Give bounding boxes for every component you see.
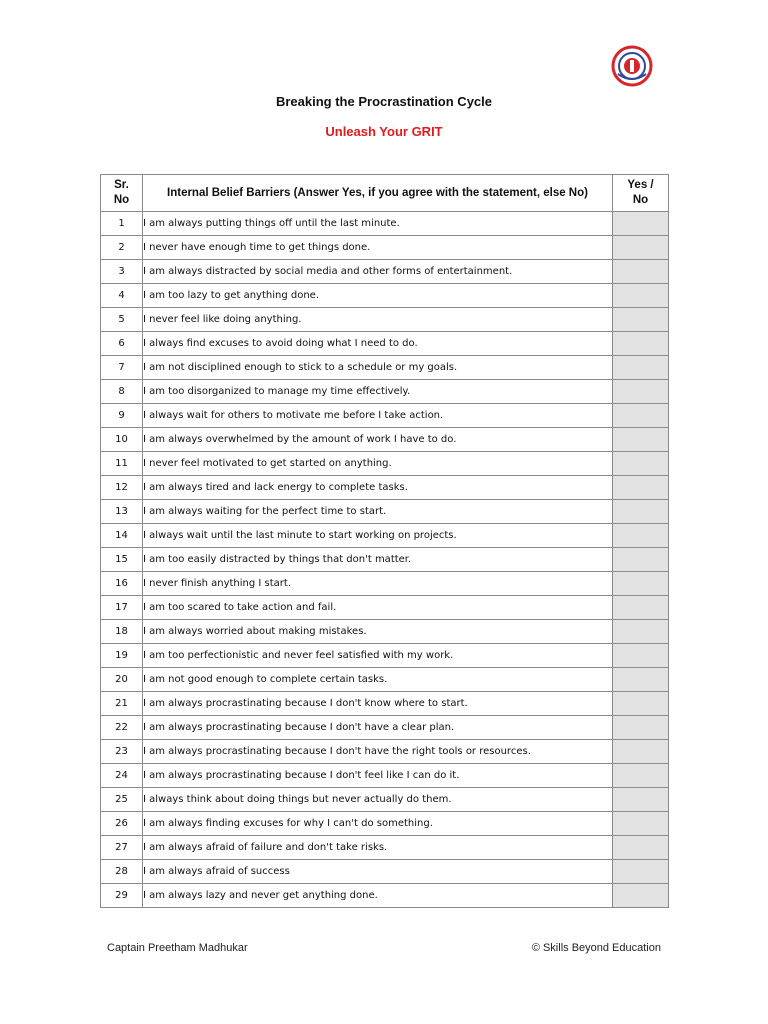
table-row xyxy=(101,788,669,812)
answer-cell[interactable] xyxy=(613,596,669,620)
row-statement: I am always distracted by social media and other forms of entertainment. xyxy=(143,260,613,284)
table-row xyxy=(101,644,669,668)
row-statement: I am too scared to take action and fail. xyxy=(143,596,613,620)
answer-cell[interactable] xyxy=(613,236,669,260)
row-number: 25 xyxy=(101,788,143,812)
table-row xyxy=(101,236,669,260)
row-number: 20 xyxy=(101,668,143,692)
answer-cell[interactable] xyxy=(613,884,669,908)
table-row xyxy=(101,452,669,476)
answer-cell[interactable] xyxy=(613,572,669,596)
answer-cell[interactable] xyxy=(613,548,669,572)
header-statement: Internal Belief Barriers (Answer Yes, if you agree with the statement, else No) xyxy=(143,175,613,212)
table-row xyxy=(101,884,669,908)
answer-cell[interactable] xyxy=(613,380,669,404)
table-row xyxy=(101,764,669,788)
row-statement: I am always putting things off until the last minute. xyxy=(143,212,613,236)
row-statement: I always wait until the last minute to start working on projects. xyxy=(143,524,613,548)
row-statement: I am not disciplined enough to stick to a schedule or my goals. xyxy=(143,356,613,380)
row-statement: I always wait for others to motivate me before I take action. xyxy=(143,404,613,428)
row-number: 9 xyxy=(101,404,143,428)
answer-cell[interactable] xyxy=(613,788,669,812)
row-number: 6 xyxy=(101,332,143,356)
circular-seal-logo-icon xyxy=(610,44,654,88)
row-statement: I am always lazy and never get anything done. xyxy=(143,884,613,908)
row-number: 7 xyxy=(101,356,143,380)
answer-cell[interactable] xyxy=(613,476,669,500)
row-number: 11 xyxy=(101,452,143,476)
answer-cell[interactable] xyxy=(613,452,669,476)
row-number: 16 xyxy=(101,572,143,596)
row-number: 13 xyxy=(101,500,143,524)
belief-barriers-table xyxy=(100,174,669,908)
row-number: 21 xyxy=(101,692,143,716)
row-number: 2 xyxy=(101,236,143,260)
table-row xyxy=(101,548,669,572)
table-row xyxy=(101,380,669,404)
row-number: 19 xyxy=(101,644,143,668)
table-row xyxy=(101,356,669,380)
row-statement: I am always procrastinating because I don't have the right tools or resources. xyxy=(143,740,613,764)
row-number: 27 xyxy=(101,836,143,860)
row-statement: I never feel motivated to get started on anything. xyxy=(143,452,613,476)
row-statement: I am always tired and lack energy to complete tasks. xyxy=(143,476,613,500)
answer-cell[interactable] xyxy=(613,716,669,740)
row-statement: I am always procrastinating because I don't feel like I can do it. xyxy=(143,764,613,788)
answer-cell[interactable] xyxy=(613,524,669,548)
answer-cell[interactable] xyxy=(613,812,669,836)
answer-cell[interactable] xyxy=(613,860,669,884)
row-statement: I am always afraid of failure and don't take risks. xyxy=(143,836,613,860)
table-row xyxy=(101,260,669,284)
table-row xyxy=(101,668,669,692)
row-statement: I never feel like doing anything. xyxy=(143,308,613,332)
row-statement: I am always afraid of success xyxy=(143,860,613,884)
table-row xyxy=(101,716,669,740)
table-row xyxy=(101,836,669,860)
row-statement: I never finish anything I start. xyxy=(143,572,613,596)
table-row xyxy=(101,596,669,620)
row-number: 18 xyxy=(101,620,143,644)
answer-cell[interactable] xyxy=(613,332,669,356)
table-row xyxy=(101,620,669,644)
row-number: 1 xyxy=(101,212,143,236)
row-number: 28 xyxy=(101,860,143,884)
footer-author: Captain Preetham Madhukar xyxy=(107,942,248,954)
table-row xyxy=(101,500,669,524)
row-number: 5 xyxy=(101,308,143,332)
answer-cell[interactable] xyxy=(613,428,669,452)
row-statement: I am too lazy to get anything done. xyxy=(143,284,613,308)
row-number: 29 xyxy=(101,884,143,908)
row-number: 23 xyxy=(101,740,143,764)
row-number: 14 xyxy=(101,524,143,548)
answer-cell[interactable] xyxy=(613,764,669,788)
table-row xyxy=(101,740,669,764)
row-number: 17 xyxy=(101,596,143,620)
table-row xyxy=(101,860,669,884)
row-statement: I am too disorganized to manage my time effectively. xyxy=(143,380,613,404)
table-row xyxy=(101,212,669,236)
row-statement: I always think about doing things but never actually do them. xyxy=(143,788,613,812)
row-number: 24 xyxy=(101,764,143,788)
table-row xyxy=(101,404,669,428)
table-header-row xyxy=(101,175,669,212)
row-number: 3 xyxy=(101,260,143,284)
answer-cell[interactable] xyxy=(613,740,669,764)
answer-cell[interactable] xyxy=(613,308,669,332)
row-number: 22 xyxy=(101,716,143,740)
row-statement: I am always procrastinating because I don't know where to start. xyxy=(143,692,613,716)
row-number: 10 xyxy=(101,428,143,452)
row-statement: I am always procrastinating because I don't have a clear plan. xyxy=(143,716,613,740)
answer-cell[interactable] xyxy=(613,668,669,692)
answer-cell[interactable] xyxy=(613,620,669,644)
answer-cell[interactable] xyxy=(613,500,669,524)
answer-cell[interactable] xyxy=(613,836,669,860)
row-statement: I am too easily distracted by things that don't matter. xyxy=(143,548,613,572)
answer-cell[interactable] xyxy=(613,260,669,284)
row-statement: I am too perfectionistic and never feel satisfied with my work. xyxy=(143,644,613,668)
table-row xyxy=(101,692,669,716)
row-number: 12 xyxy=(101,476,143,500)
row-statement: I never have enough time to get things done. xyxy=(143,236,613,260)
answer-cell[interactable] xyxy=(613,644,669,668)
table-row xyxy=(101,812,669,836)
answer-cell[interactable] xyxy=(613,404,669,428)
row-number: 15 xyxy=(101,548,143,572)
answer-cell[interactable] xyxy=(613,356,669,380)
row-statement: I am always overwhelmed by the amount of work I have to do. xyxy=(143,428,613,452)
answer-cell[interactable] xyxy=(613,692,669,716)
page-title: Breaking the Procrastination Cycle xyxy=(275,94,492,109)
table-row xyxy=(101,476,669,500)
row-statement: I am always worried about making mistakes. xyxy=(143,620,613,644)
page-subtitle: Unleash Your GRIT xyxy=(325,124,443,139)
row-number: 4 xyxy=(101,284,143,308)
row-statement: I always find excuses to avoid doing what I need to do. xyxy=(143,332,613,356)
row-statement: I am not good enough to complete certain tasks. xyxy=(143,668,613,692)
table-row xyxy=(101,524,669,548)
row-number: 26 xyxy=(101,812,143,836)
table-row xyxy=(101,308,669,332)
footer-copyright: © Skills Beyond Education xyxy=(531,942,661,954)
table-row xyxy=(101,284,669,308)
row-number: 8 xyxy=(101,380,143,404)
answer-cell[interactable] xyxy=(613,212,669,236)
header-sr-no: Sr. No xyxy=(101,175,143,212)
answer-cell[interactable] xyxy=(613,284,669,308)
table-row xyxy=(101,332,669,356)
table-row xyxy=(101,428,669,452)
row-statement: I am always waiting for the perfect time to start. xyxy=(143,500,613,524)
row-statement: I am always finding excuses for why I can't do something. xyxy=(143,812,613,836)
header-yes-no: Yes / No xyxy=(613,175,669,212)
table-row xyxy=(101,572,669,596)
